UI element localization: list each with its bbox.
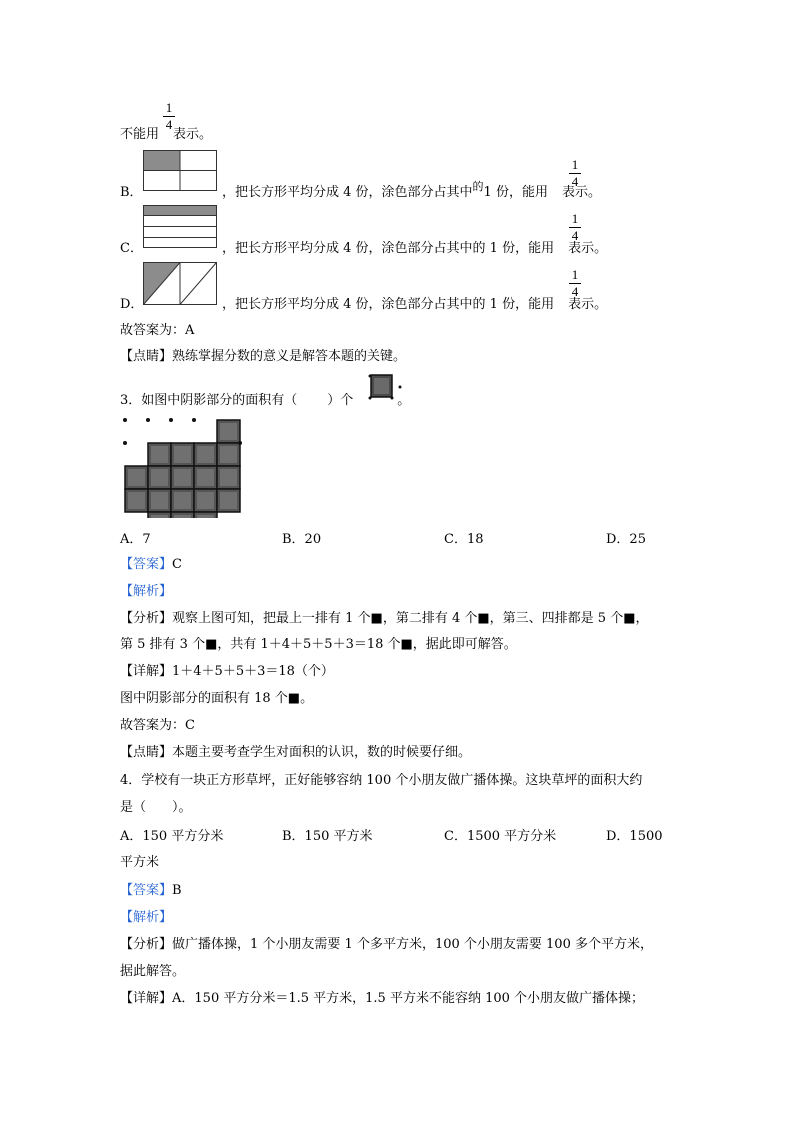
grid-dot bbox=[146, 418, 150, 422]
shaded-unit-texture bbox=[151, 492, 168, 509]
option-d-figure bbox=[143, 262, 219, 306]
option-c-figure bbox=[143, 205, 219, 249]
option-d-post: 表示。 bbox=[568, 297, 608, 312]
fraction-denominator: 4 bbox=[571, 174, 579, 189]
shaded-unit-texture bbox=[174, 469, 191, 486]
q4-option-d-wrap: 平方米 bbox=[120, 855, 160, 870]
q3-stem-c: 。 bbox=[397, 393, 411, 408]
q3-final: 故答案为：C bbox=[120, 718, 195, 733]
grid-dot bbox=[192, 418, 196, 422]
shaded-unit-texture bbox=[151, 469, 168, 486]
q4-stem-1: 4．学校有一块正方形草坪，正好能够容纳 100 个小朋友做广播体操。这块草坪的面积大约 bbox=[120, 773, 643, 788]
q2-tip-tag: 【点睛】 bbox=[120, 349, 173, 364]
q3-option-c: C．18 bbox=[444, 532, 484, 547]
q3-analysis-tag: 【解析】 bbox=[120, 584, 173, 599]
fraction-numerator: 1 bbox=[571, 267, 579, 282]
option-c-text bbox=[222, 237, 607, 256]
shaded-unit-texture bbox=[220, 492, 237, 509]
q3-xiangjie-1 bbox=[120, 660, 334, 679]
q4-stem-2: 是（ ）。 bbox=[120, 800, 192, 815]
option-c-text-1: ，把长方形平均分成 4 份，涂色部分占其中的 1 份，能用 bbox=[222, 241, 555, 256]
q4-option-c: C．1500 平方分米 bbox=[444, 829, 557, 844]
shaded-unit-texture bbox=[128, 469, 145, 486]
q3-answer-value: C bbox=[172, 557, 182, 572]
q2-tip-text: 熟练掌握分数的意义是解答本题的关键。 bbox=[172, 349, 407, 364]
option-b-label: B． bbox=[120, 185, 143, 200]
shaded-unit-texture bbox=[220, 446, 237, 463]
shaded-unit-texture bbox=[220, 423, 237, 440]
option-b-text-2: 1 份，能用 bbox=[483, 185, 548, 200]
q4-option-a: A．150 平方分米 bbox=[120, 829, 224, 844]
shaded-unit-texture bbox=[174, 446, 191, 463]
shaded-unit-texture bbox=[197, 492, 214, 509]
q3-fenxi-tag: 【分析】 bbox=[120, 611, 173, 626]
shaded-unit-texture bbox=[128, 492, 145, 509]
option-c-post: 表示。 bbox=[568, 241, 608, 256]
q3-answer-tag: 【答案】 bbox=[120, 557, 173, 572]
grid-dot bbox=[123, 441, 127, 445]
q3-xiangjie-2: 图中阴影部分的面积有 18 个■。 bbox=[120, 691, 314, 706]
q4-option-d: D．1500 bbox=[606, 829, 663, 844]
q4-answer bbox=[120, 879, 182, 898]
option-b-figure bbox=[143, 150, 219, 192]
q3-xiangjie-text-1: 1＋4＋5＋5＋3＝18（个） bbox=[172, 664, 334, 679]
option-b-small: 的 bbox=[472, 180, 484, 193]
q3-answer bbox=[120, 553, 182, 572]
grid-dot bbox=[238, 441, 242, 445]
q4-answer-value: B bbox=[172, 883, 182, 898]
shaded-unit-texture bbox=[197, 469, 214, 486]
q4-fenxi-1 bbox=[120, 933, 653, 952]
q4-option-b: B．150 平方米 bbox=[282, 829, 373, 844]
option-b-post: 表示。 bbox=[561, 185, 601, 200]
q3-stem-b: ）个 bbox=[327, 393, 354, 408]
option-b-text-1: ，把长方形平均分成 4 份，涂色部分占其中 bbox=[222, 185, 473, 200]
q3-xiangjie-tag: 【详解】 bbox=[120, 664, 173, 679]
grid-dot bbox=[169, 418, 173, 422]
option-d-text-1: ，把长方形平均分成 4 份，涂色部分占其中的 1 份，能用 bbox=[222, 297, 555, 312]
q4-xiangjie-text-1: A．150 平方分米＝1.5 平方米，1.5 平方米不能容纳 100 个小朋友做广播体操； bbox=[172, 991, 645, 1006]
option-d-text bbox=[222, 293, 607, 312]
fraction-numerator: 1 bbox=[571, 211, 579, 226]
q3-fenxi-2: 第 5 排有 3 个■，共有 1＋4＋5＋5＋3＝18 个■，据此即可解答。 bbox=[120, 637, 517, 652]
shaded-unit-texture bbox=[174, 492, 191, 509]
option-d-label: D． bbox=[120, 297, 144, 312]
q4-fenxi-text-1: 做广播体操，1 个小朋友需要 1 个多平方米，100 个小朋友需要 100 多个平方米， bbox=[172, 937, 653, 952]
q3-option-b: B．20 bbox=[282, 532, 322, 547]
option-b-fraction bbox=[569, 158, 581, 189]
q4-xiangjie-tag: 【详解】 bbox=[120, 991, 173, 1006]
q3-fenxi-1 bbox=[120, 607, 648, 626]
shaded-unit-texture bbox=[174, 515, 191, 518]
q3-tip bbox=[120, 741, 471, 760]
q3-stem-a: 3．如图中阴影部分的面积有（ bbox=[120, 393, 298, 408]
option-d-fraction bbox=[569, 268, 581, 299]
shaded-unit-texture bbox=[197, 515, 214, 518]
shaded-unit-texture bbox=[197, 446, 214, 463]
option-b-text bbox=[222, 181, 601, 200]
q3-unit-square-icon bbox=[366, 373, 406, 403]
q2-tip bbox=[120, 345, 406, 364]
q2-answer: 故答案为：A bbox=[120, 323, 195, 338]
q4-analysis-tag: 【解析】 bbox=[120, 910, 173, 925]
q3-option-a: A．7 bbox=[120, 532, 151, 547]
shaded-unit-texture bbox=[151, 446, 168, 463]
option-a-tail bbox=[120, 123, 212, 142]
q4-fenxi-2: 据此解答。 bbox=[120, 964, 186, 979]
q3-fenxi-text-1: 观察上图可知，把最上一排有 1 个■，第二排有 4 个■，第三、四排都是 5 个■， bbox=[172, 611, 649, 626]
option-a-pre: 不能用 bbox=[120, 127, 160, 142]
q3-tip-tag: 【点睛】 bbox=[120, 745, 173, 760]
fraction-denominator: 4 bbox=[165, 117, 173, 132]
grid-dot bbox=[123, 418, 127, 422]
fraction-denominator: 4 bbox=[571, 284, 579, 299]
fraction-numerator: 1 bbox=[571, 157, 579, 172]
option-a-post: 表示。 bbox=[173, 127, 213, 142]
option-c-label: C． bbox=[120, 241, 143, 256]
q3-option-d: D．25 bbox=[606, 532, 646, 547]
q4-answer-tag: 【答案】 bbox=[120, 883, 173, 898]
shaded-unit-texture bbox=[151, 515, 168, 518]
fraction-denominator: 4 bbox=[571, 228, 579, 243]
q3-shaded-grid-figure bbox=[120, 412, 250, 518]
shaded-unit-texture bbox=[220, 469, 237, 486]
fraction-numerator: 1 bbox=[165, 100, 173, 115]
option-c-fraction bbox=[569, 212, 581, 243]
q3-tip-text: 本题主要考查学生对面积的认识，数的时候要仔细。 bbox=[172, 745, 472, 760]
q4-xiangjie-1 bbox=[120, 987, 644, 1006]
q4-fenxi-tag: 【分析】 bbox=[120, 937, 173, 952]
